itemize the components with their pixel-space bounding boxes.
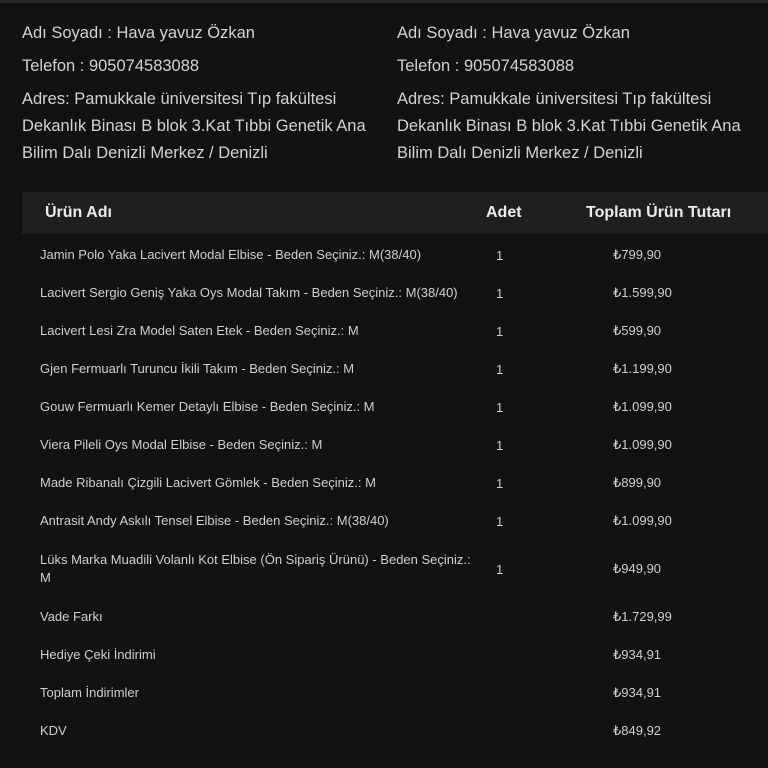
- summary-label: KDV: [40, 723, 67, 738]
- summary-row: [22, 712, 768, 750]
- summary-label: Vade Farkı: [40, 609, 103, 624]
- item-qty: 1: [496, 361, 504, 377]
- table-row: [22, 236, 768, 274]
- item-qty: 1: [496, 399, 504, 415]
- summary-label: Hediye Çeki İndirimi: [40, 647, 156, 662]
- item-name: Gjen Fermuarlı Turuncu İkili Takım - Beden Seçiniz.: M: [40, 361, 355, 376]
- top-edge-divider: [0, 0, 768, 3]
- item-total: ₺899,90: [613, 475, 662, 490]
- table-row: [22, 502, 768, 540]
- item-total: ₺1.599,90: [613, 285, 672, 300]
- shipping-name: Adı Soyadı : Hava yavuz Özkan: [397, 24, 630, 42]
- item-total: ₺799,90: [613, 247, 662, 262]
- table-row: [22, 464, 768, 502]
- table-row: [22, 274, 768, 312]
- billing-name: Adı Soyadı : Hava yavuz Özkan: [22, 24, 255, 42]
- summary-row: [22, 674, 768, 712]
- summary-row: [22, 598, 768, 636]
- billing-address-block: [22, 20, 382, 167]
- summary-label: Toplam İndirimler: [40, 685, 139, 700]
- item-total: ₺599,90: [613, 323, 662, 338]
- billing-phone: Telefon : 905074583088: [22, 57, 200, 75]
- item-name: Viera Pileli Oys Modal Elbise - Beden Seçiniz.: M: [40, 437, 323, 452]
- header-total: Toplam Ürün Tutarı: [586, 204, 732, 221]
- summary-value: ₺934,91: [613, 647, 662, 662]
- table-row: [22, 312, 768, 350]
- header-quantity: Adet: [486, 204, 522, 221]
- table-row: [22, 540, 768, 598]
- table-row: [22, 426, 768, 464]
- header-product-name: Ürün Adı: [45, 204, 112, 221]
- item-name: Lacivert Lesi Zra Model Saten Etek - Beden Seçiniz.: M: [40, 323, 359, 338]
- shipping-phone: Telefon : 905074583088: [397, 57, 575, 75]
- item-qty: 1: [496, 437, 504, 453]
- item-total: ₺1.099,90: [613, 399, 672, 414]
- table-row: [22, 388, 768, 426]
- item-name: Lüks Marka Muadili Volanlı Kot Elbise (Ön Sipariş Ürünü) - Beden Seçiniz.: M: [40, 552, 471, 585]
- summary-row: [22, 636, 768, 674]
- item-qty: 1: [496, 513, 504, 529]
- summary-value: ₺934,91: [613, 685, 662, 700]
- item-name: Gouw Fermuarlı Kemer Detaylı Elbise - Beden Seçiniz.: M: [40, 399, 375, 414]
- table-row: [22, 350, 768, 388]
- item-total: ₺949,90: [613, 561, 662, 576]
- item-total: ₺1.199,90: [613, 361, 672, 376]
- item-qty: 1: [496, 561, 504, 577]
- summary-value: ₺1.729,99: [613, 609, 672, 624]
- item-total: ₺1.099,90: [613, 513, 672, 528]
- item-qty: 1: [496, 475, 504, 491]
- item-qty: 1: [496, 247, 504, 263]
- item-name: Antrasit Andy Askılı Tensel Elbise - Beden Seçiniz.: M(38/40): [40, 513, 389, 528]
- item-qty: 1: [496, 323, 504, 339]
- item-name: Made Ribanalı Çizgili Lacivert Gömlek - Beden Seçiniz.: M: [40, 475, 376, 490]
- item-name: Jamin Polo Yaka Lacivert Modal Elbise - Beden Seçiniz.: M(38/40): [40, 247, 422, 262]
- item-qty: 1: [496, 285, 504, 301]
- table-header: [22, 192, 768, 234]
- item-name: Lacivert Sergio Geniş Yaka Oys Modal Takım - Beden Seçiniz.: M(38/40): [40, 285, 458, 300]
- order-items-table: [22, 192, 768, 750]
- billing-address: Adres: Pamukkale üniversitesi Tıp fakültesi Dekanlık Binası B blok 3.Kat Tıbbi Genetik Ana Bilim Dalı Denizli Merkez / Denizli: [22, 90, 366, 162]
- summary-value: ₺849,92: [613, 723, 662, 738]
- shipping-address: Adres: Pamukkale üniversitesi Tıp fakültesi Dekanlık Binası B blok 3.Kat Tıbbi Genetik Ana Bilim Dalı Denizli Merkez / Denizli: [397, 90, 741, 162]
- item-total: ₺1.099,90: [613, 437, 672, 452]
- shipping-address-block: [397, 20, 757, 167]
